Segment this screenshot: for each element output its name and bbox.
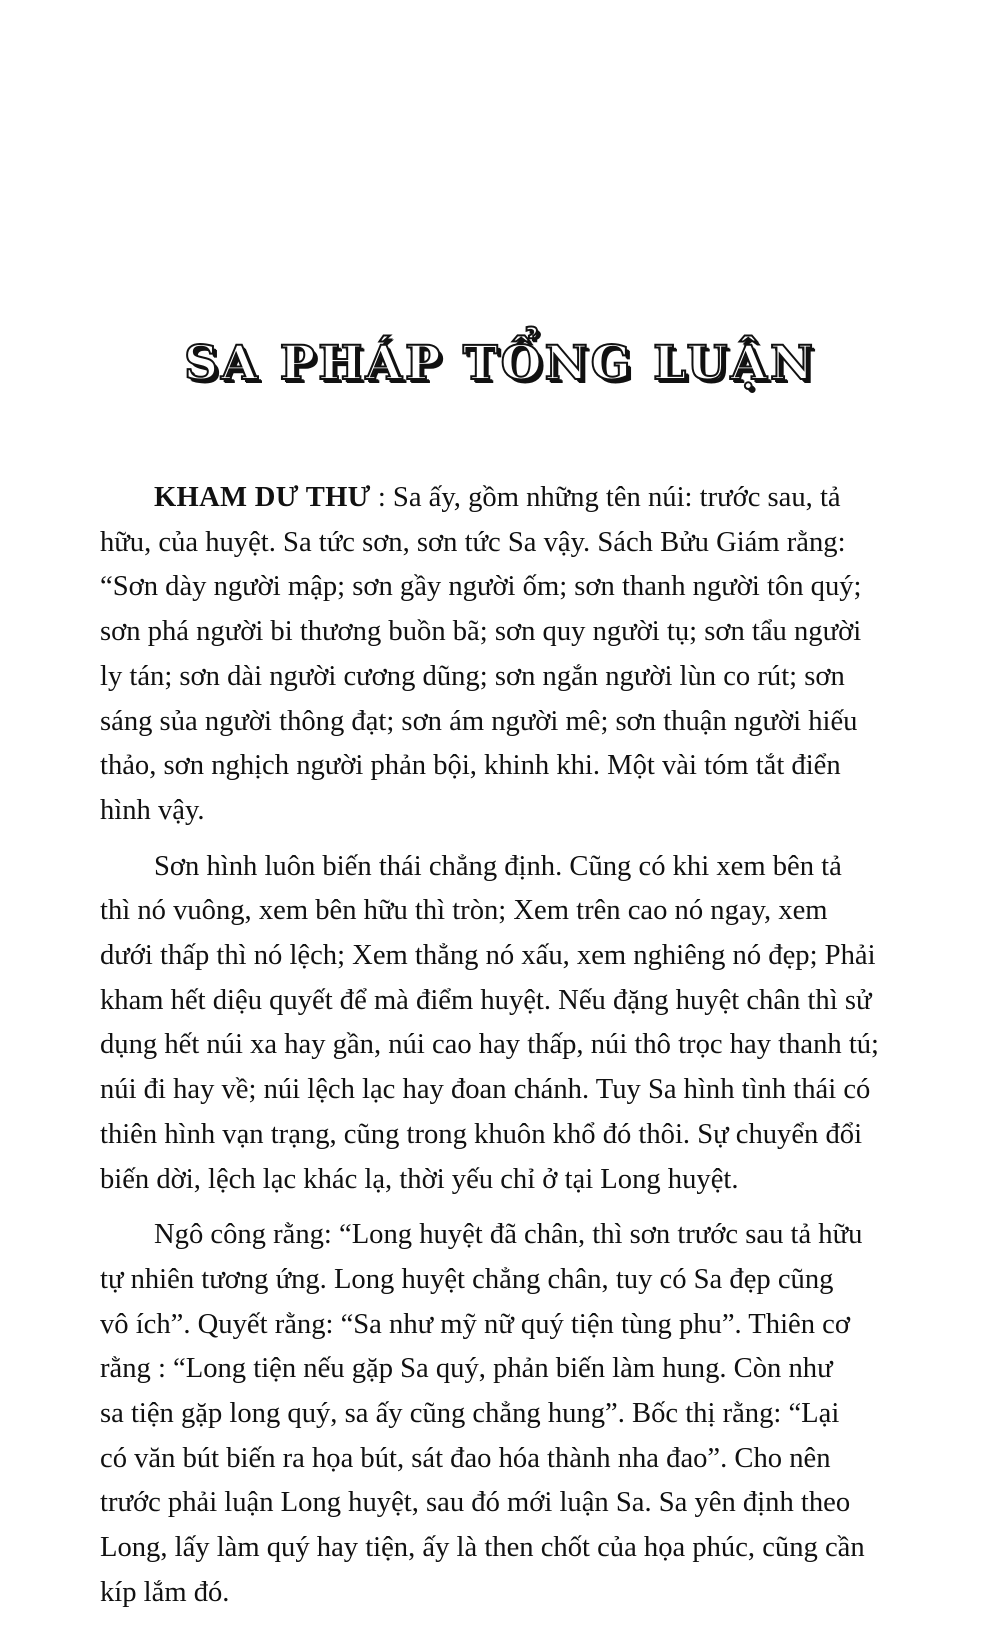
text-line: ly tán; sơn dài người cương dũng; sơn ngắn người lùn co rút; sơn xyxy=(100,660,845,692)
text-line: sáng sủa người thông đạt; sơn ám người mê; sơn thuận người hiếu xyxy=(100,705,858,737)
text-line: thiên hình vạn trạng, cũng trong khuôn khổ đó thôi. Sự chuyển đổi xyxy=(100,1118,863,1150)
text-line: kíp lắm đó. xyxy=(100,1576,230,1608)
text-line: biến dời, lệch lạc khác lạ, thời yếu chỉ ở tại Long huyệt. xyxy=(100,1163,739,1195)
paragraph-2 xyxy=(100,845,908,1203)
text-line: rằng : “Long tiện nếu gặp Sa quý, phản biến làm hung. Còn như xyxy=(100,1353,833,1385)
lead-term: KHAM DƯ THƯ xyxy=(154,482,371,513)
paragraph-1 xyxy=(100,476,908,834)
text-line: tự nhiên tương ứng. Long huyệt chẳng chân, tuy có Sa đẹp cũng xyxy=(100,1263,834,1295)
paragraph-3-line-1: Ngô công rằng: “Long huyệt đã chân, thì sơn trước sau tả hữu xyxy=(154,1219,863,1251)
text-line: có văn bút biến ra họa bút, sát đao hóa thành nha đao”. Cho nên xyxy=(100,1442,831,1474)
paragraph-2-line-1: Sơn hình luôn biến thái chẳng định. Cũng có khi xem bên tả xyxy=(154,850,842,882)
text-line: sơn phá người bi thương buồn bã; sơn quy người tụ; sơn tẩu người xyxy=(100,616,862,648)
text-line: kham hết diệu quyết để mà điểm huyệt. Nếu đặng huyệt chân thì sử xyxy=(100,984,872,1016)
text-line: “Sơn dày người mập; sơn gầy người ốm; sơn thanh người tôn quý; xyxy=(100,571,862,603)
paragraph-1-line-1: KHAM DƯ THƯ : Sa ấy, gồm những tên núi: trước sau, tả xyxy=(154,482,841,513)
text-line: thì nó vuông, xem bên hữu thì tròn; Xem trên cao nó ngay, xem xyxy=(100,895,828,927)
chapter-title: SA PHÁP TỔNG LUẬN xyxy=(184,336,816,391)
text-line: hữu, của huyệt. Sa tức sơn, sơn tức Sa vậy. Sách Bửu Giám rằng: xyxy=(100,526,846,558)
text-line: sa tiện gặp long quý, sa ấy cũng chẳng hung”. Bốc thị rằng: “Lại xyxy=(100,1398,840,1430)
text-line: thảo, sơn nghịch người phản bội, khinh khi. Một vài tóm tắt điển xyxy=(100,750,841,782)
text-line: vô ích”. Quyết rằng: “Sa như mỹ nữ quý tiện tùng phu”. Thiên cơ xyxy=(100,1308,850,1340)
text-line: núi đi hay về; núi lệch lạc hay đoan chánh. Tuy Sa hình tình thái có xyxy=(100,1074,871,1106)
text-line: hình vậy. xyxy=(100,794,205,826)
text-line: dưới thấp thì nó lệch; Xem thẳng nó xấu, xem nghiêng nó đẹp; Phải xyxy=(100,940,876,972)
text-line: Long, lấy làm quý hay tiện, ấy là then chốt của họa phúc, cũng cần xyxy=(100,1532,865,1564)
text-line: trước phải luận Long huyệt, sau đó mới luận Sa. Sa yên định theo xyxy=(100,1487,851,1519)
paragraph-3 xyxy=(100,1213,908,1615)
text-line: dụng hết núi xa hay gần, núi cao hay thấp, núi thô trọc hay thanh tú; xyxy=(100,1029,879,1061)
body-text xyxy=(100,476,908,1627)
